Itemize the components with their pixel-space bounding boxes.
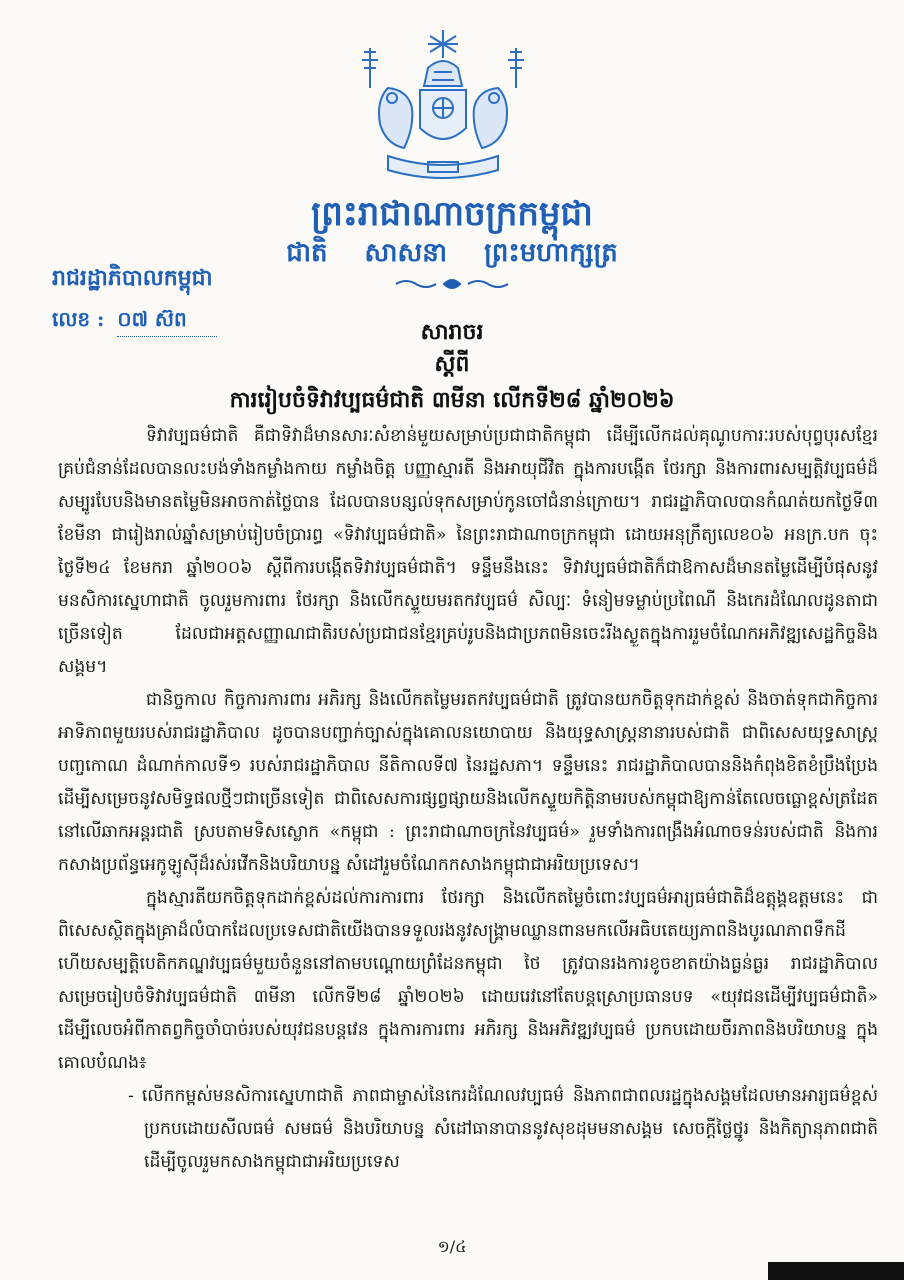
title-about: ស្តីពី: [434, 351, 470, 377]
royal-coat-of-arms-icon: [358, 28, 528, 186]
bullet-item: [58, 1080, 878, 1179]
bullet-text: លើកកម្ពស់មនសិការស្នេហាជាតិ ភាពជាម្ចាស់នៃកេរដំណែលវប្បធម៌ និងភាពជាពលរដ្ឋក្នុងសង្គមដែលមានអារ្យធម៌ខ្ពស់ ប្រកបដោយសីលធម៌ សមធម៌ និងបរិយាបន្ន សំដៅធានាបាននូវសុខដុមមនាសង្គម សេចក្តីថ្លៃថ្នូរ និងកិត្យានុភាពជាតិ ដើម្បីចូលរួមកសាងកម្ពុជាជាអរិយប្រទេស: [141, 1086, 878, 1172]
paragraph-1: ទិវាវប្បធម៌ជាតិ គឺជាទិវាដ៏មានសារៈសំខាន់មួយសម្រាប់ប្រជាជាតិកម្ពុជា ដើម្បីលើកដល់គុណូបការៈរបស់បុព្វបុរសខ្មែរគ្រប់ជំនាន់ដែលបានលះបង់ទាំងកម្លាំងកាយ កម្លាំងចិត្ត បញ្ញាស្មារតី និងអាយុជីវិត ក្នុងការបង្កើត ថែរក្សា និងការពារសម្បត្តិវប្បធម៌ដ៏សម្បូរបែបនិងមានតម្លៃមិនអាចកាត់ថ្លៃបាន ដែលបានបន្សល់ទុកសម្រាប់កូនចៅជំនាន់ក្រោយ។ រាជរដ្ឋាភិបាលបានកំណត់យកថ្ងៃទី៣ ខែមីនា ជារៀងរាល់ឆ្នាំសម្រាប់រៀបចំប្រារព្ធ «ទិវាវប្បធម៌ជាតិ» នៃព្រះរាជាណាចក្រកម្ពុជា ដោយអនុក្រឹត្យលេខ០៦ អនក្រ.បក ចុះថ្ងៃទី២៤ ខែមករា ឆ្នាំ២០០៦ ស្តីពីការបង្កើតទិវាវប្បធម៌ជាតិ។ ទន្ទឹមនឹងនេះ ទិវាវប្បធម៌ជាតិក៏ជាឱកាសដ៏មានតម្លៃដើម្បីបំផុសនូវមនសិការស្នេហាជាតិ ចូលរួមការពារ ថែរក្សា និងលើកស្ទួយមរតកវប្បធម៌ សិល្បៈ ទំនៀមទម្លាប់ប្រពៃណី និងកេរដំណែលដូនតាជាច្រើនទៀត ដែលជាអត្តសញ្ញាណជាតិរបស់ប្រជាជនខ្មែរគ្រប់រូបនិងជាប្រភពមិនចេះរីងស្ងួតក្នុងការរួមចំណែកអភិវឌ្ឍសេដ្ឋកិច្ចនិងសង្គម។: [58, 426, 878, 677]
bullet-dash: -: [128, 1086, 134, 1106]
reference-value: ០៧ ស៊ព: [117, 306, 217, 337]
document-type: សារាចរ: [420, 319, 484, 345]
kingdom-name: ព្រះរាជាណាចក្រកម្ពុជា: [311, 194, 593, 234]
page-number: ១/៤: [437, 1237, 467, 1256]
scan-edge-bar: [768, 1262, 904, 1280]
issuing-authority: រាជរដ្ឋាភិបាលកម្ពុជា: [52, 265, 213, 291]
paragraph-3: ក្នុងស្មារតីយកចិត្តទុកដាក់ខ្ពស់ដល់ការការពារ ថែរក្សា និងលើកតម្លៃចំពោះវប្បធម៌អារ្យធម៌ជាតិដ៏ឧត្តុង្គឧត្តមនេះ ជាពិសេសស្ថិតក្នុងគ្រាដ៏លំបាកដែលប្រទេសជាតិយើងបានទទួលរងនូវសង្គ្រាមឈ្លានពានមកលើអធិបតេយ្យភាពនិងបូរណភាពទឹកដី ហើយសម្បត្តិបេតិកភណ្ឌវប្បធម៌មួយចំនួននៅតាមបណ្តោយព្រំដែនកម្ពុជា ថៃ ត្រូវបានរងការខូចខាតយ៉ាងធ្ងន់ធ្ងរ រាជរដ្ឋាភិបាលសម្រេចរៀបចំទិវាវប្បធម៌ជាតិ ៣មីនា លើកទី២៨ ឆ្នាំ២០២៦ ដោយរេវនៅតែបន្តស្រោប្រធានបទ «យុវជនដើម្បីវប្បធម៌ជាតិ» ដើម្បីលេចអំពីកាតព្វកិច្ចចាំបាច់របស់យុវជនបន្តវេន ក្នុងការការពារ អភិរក្ស និងអភិវឌ្ឍវប្បធម៌ ប្រកបដោយចីរភាពនិងបរិយាបន្ន ក្នុងគោលបំណង៖: [58, 888, 878, 1073]
document-body: [58, 420, 878, 1179]
reference-label: លេខ :: [52, 307, 105, 331]
paragraph-2: ជានិច្ចកាល កិច្ចការការពារ អភិរក្ស និងលើកតម្លៃមរតកវប្បធម៌ជាតិ ត្រូវបានយកចិត្តទុកដាក់ខ្ពស់ និងចាត់ទុកជាកិច្ចការអាទិភាពមួយរបស់រាជរដ្ឋាភិបាល ដូចបានបញ្ជាក់ច្បាស់ក្នុងគោលនយោបាយ និងយុទ្ធសាស្ត្រនានារបស់ជាតិ ជាពិសេសយុទ្ធសាស្ត្របញ្ចកោណ ដំណាក់កាលទី១ របស់រាជរដ្ឋាភិបាល នីតិកាលទី៧ នៃរដ្ឋសភា។ ទន្ទឹមនេះ រាជរដ្ឋាភិបាលបាននិងកំពុងខិតខំប្រឹងប្រែង ដើម្បីសម្រេចនូវសមិទ្ធផលថ្មីៗជាច្រើនទៀត ជាពិសេសការផ្សព្វផ្សាយនិងលើកស្ទួយកិត្តិនាមរបស់កម្ពុជាឱ្យកាន់តែលេចធ្លោខ្ពស់ត្រដែតនៅលើឆាកអន្តរជាតិ ស្របតាមទិសស្លោក «កម្ពុជា : ព្រះរាជាណាចក្រនៃវប្បធម៌» រួមទាំងការពង្រឹងអំណាចទន់របស់ជាតិ និងការកសាងប្រព័ន្ធអេកូឡូស៊ីដ៏រស់រវើកនិងបរិយាបន្ន សំដៅរួមចំណែកកសាងកម្ពុជាជាអរិយប្រទេស។: [58, 690, 878, 875]
national-motto: ជាតិ សាសនា ព្រះមហាក្សត្រ: [286, 238, 618, 268]
document-title: ការរៀបចំទិវាវប្បធម៌ជាតិ ៣មីនា លើកទី២៨ ឆ្នាំ២០២៦: [229, 387, 675, 413]
decorative-divider-icon: [392, 274, 512, 294]
